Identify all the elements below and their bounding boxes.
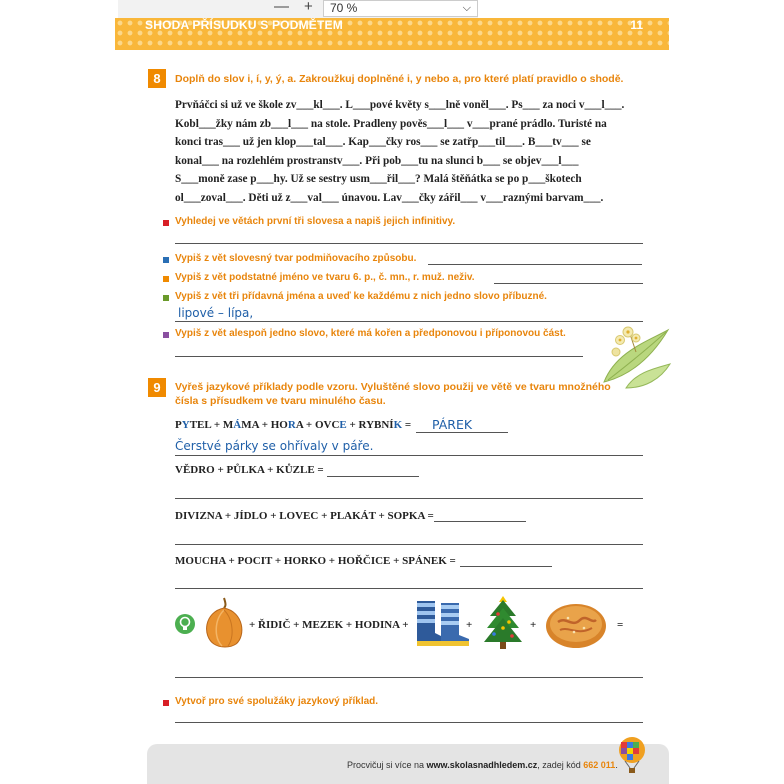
text-line: konal___ na rozlehlém prostranstv___. Při pob___tu na slunci b___ se objev___l___ [175,154,579,167]
onion-icon [200,596,248,650]
task-8-badge: 8 [148,69,166,88]
text-line: Prvňáčci si už ve škole zv___kl___. L___pové květy s___lně voněl___. Ps___ za noci v___l___. [175,99,625,111]
lightbulb-icon [174,613,196,635]
zoom-value: 70 % [330,1,358,15]
answer-line [416,432,508,433]
subtask-infinitives: Vyhledej ve větách první tři slovesa a napiš jejich infinitivy. [175,216,456,227]
answer-line[interactable] [175,243,643,244]
task-9-instruction-line-1: Vyřeš jazykové příklady podle vzoru. Vyluštěné slovo použij ve větě ve tvaru množného [175,381,611,393]
chevron-down-icon: ⌵ [462,2,471,14]
equation-3: MOUCHA + POCIT + HORKO + HOŘČICE + SPÁNEK = [175,555,456,567]
answer-line[interactable] [327,476,419,477]
pdf-toolbar [118,0,478,19]
answer-line[interactable] [175,356,583,357]
answer-line [175,455,643,456]
plus-sign: + [530,619,537,631]
subtask-marker [163,332,169,338]
answer-line[interactable] [175,321,643,322]
task-9-badge: 9 [148,378,166,397]
zoom-in-button[interactable]: + [304,0,313,15]
footer-code: 662 011 [583,760,616,770]
page-number: 11 [630,18,643,32]
page-footer [147,744,669,784]
footer-text: Procvičuj si více na www.skolasnadhledem.cz, zadej kód 662 011. [347,760,618,770]
plus-sign: + [466,619,473,631]
text-line: ol___zoval___. Děti už z___val___ únavou. Lav___čky zářil___ v___raznými barvam___. [175,191,604,204]
subtask-conditional: Vypiš z vět slovesný tvar podmiňovacího způsobu. [175,253,417,264]
task-8-text [175,96,645,208]
handwritten-answer: lipové – lípa, [178,306,254,320]
answer-line[interactable] [175,544,643,545]
bread-icon [544,598,608,650]
subtask-marker [163,257,169,263]
task-8-instruction: Doplň do slov i, í, y, ý, a. Zakroužkuj doplněné i, y nebo a, pro které platí pravidlo o shodě. [175,73,624,85]
banner-title: SHODA PŘÍSUDKU S PODMĚTEM [145,18,343,32]
answer-line[interactable] [434,521,526,522]
subtask-root-word: Vypiš z vět alespoň jedno slovo, které má kořen a předponovou i příponovou část. [175,328,566,339]
balloon-logo-icon [617,736,647,780]
answer-line[interactable] [175,722,643,723]
section-banner [115,18,669,50]
christmas-tree-icon [482,594,524,652]
answer-line[interactable] [494,283,643,284]
answer-line[interactable] [175,677,643,678]
equation-2: DIVIZNA + JÍDLO + LOVEC + PLAKÁT + SOPKA = [175,510,434,522]
answer-line[interactable] [175,588,643,589]
text-line: S___moně zase p___hy. Už se sestry usm___řil___? Malá štěňátka se po p___škotech [175,173,582,186]
equation-1: VĚDRO + PŮLKA + KŮZLE = [175,464,324,476]
subtask-marker [163,295,169,301]
zoom-out-button[interactable]: — [274,0,289,15]
task-9-instruction-line-2: čísla s přísudkem ve tvaru minulého času. [175,395,386,407]
example-equation: PYTEL + MÁMA + HORA + OVCE + RYBNÍK = [175,419,412,431]
text-line: Kobl___žky nám zb___l___ na stole. Pradleny pověs___l___ v___prané prádlo. Turisté na [175,117,607,130]
subtask-adjectives: Vypiš z vět tři přídavná jména a uveď ke každému z nich jedno slovo příbuzné. [175,291,547,302]
example-sentence: Čerstvé párky se ohřívaly v páře. [175,439,374,453]
subtask-marker [163,700,169,706]
subtask-marker [163,276,169,282]
subtask-marker [163,220,169,226]
zoom-select[interactable] [323,0,478,17]
answer-line[interactable] [175,498,643,499]
answer-line[interactable] [460,566,552,567]
subtask-create-example: Vytvoř pro své spolužáky jazykový příklad. [175,696,379,707]
answer-line[interactable] [428,264,642,265]
footer-link[interactable]: www.skolasnadhledem.cz [426,760,538,770]
subtask-noun: Vypiš z vět podstatné jméno ve tvaru 6. p., č. mn., r. muž. neživ. [175,272,475,283]
picture-equation-middle: + ŘIDIČ + MEZEK + HODINA + [249,619,409,631]
example-answer: PÁREK [432,417,473,432]
text-line: konci tras___ už jen klop___tal___. Kap___čky ros___ se zatřp___til___. B___tv___ se [175,136,591,149]
equals-sign: = [617,619,624,631]
